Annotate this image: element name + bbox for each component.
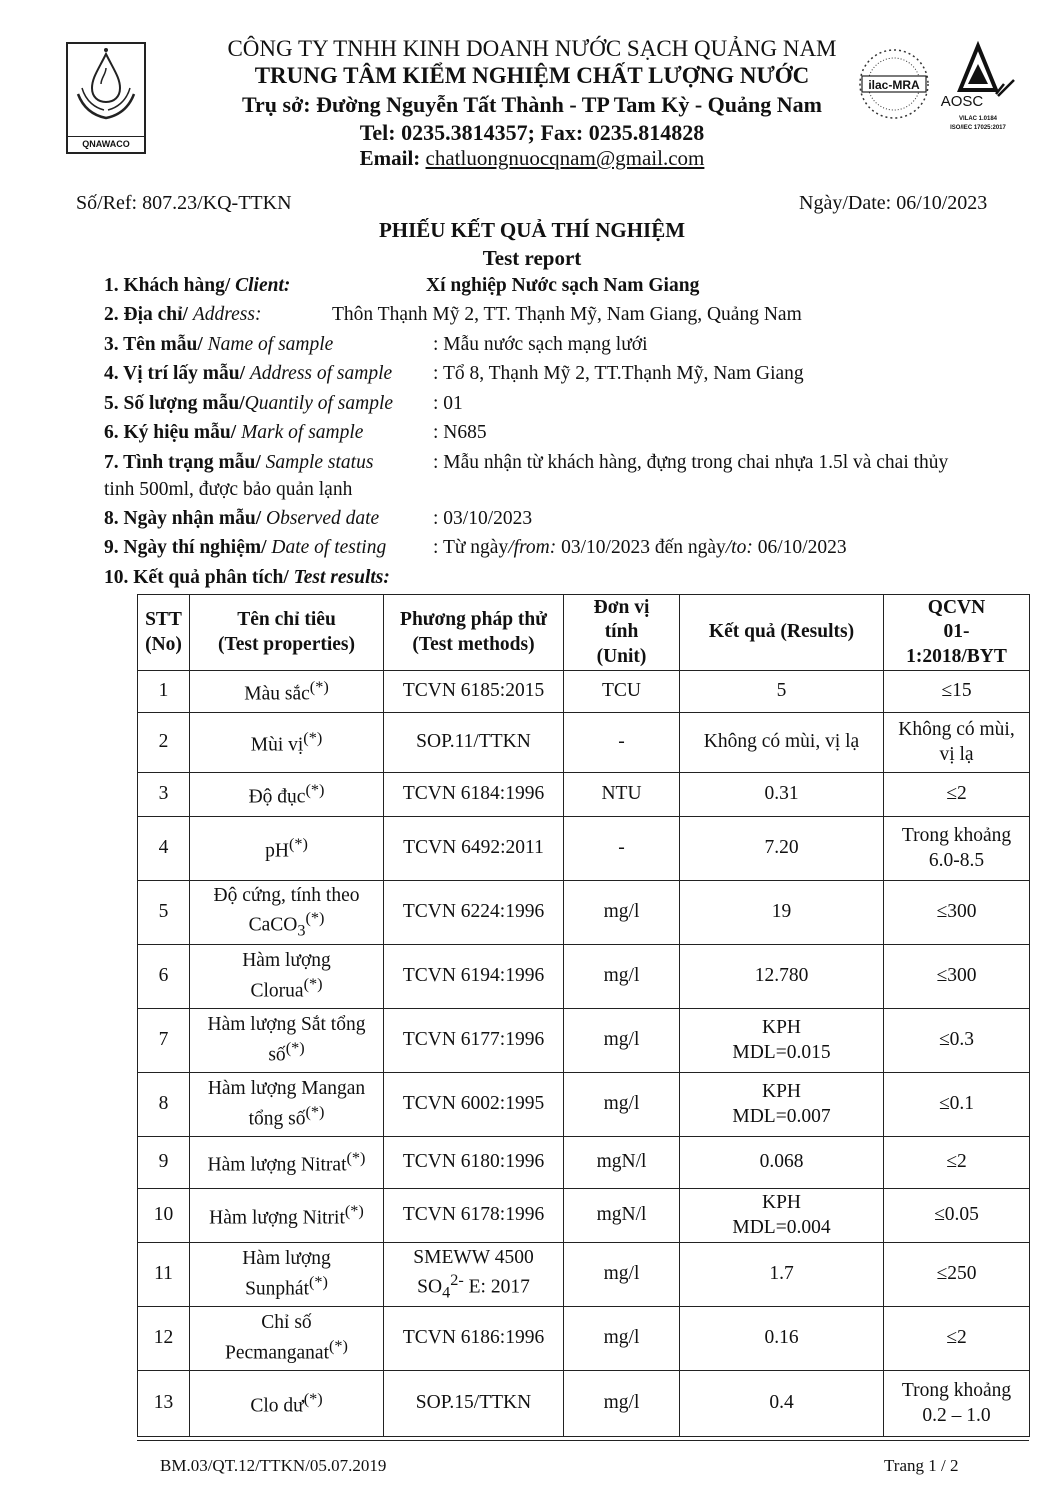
table-header-row xyxy=(138,595,1030,671)
sample-name-value: : Mẫu nước sạch mạng lưới xyxy=(433,334,648,355)
table-row: 2 Mùi vị(*) SOP.11/TTKN - Không có mùi, vị lạ Không có mùi, vị lạ xyxy=(138,713,1030,773)
table-row: 3 Độ đục(*) TCVN 6184:1996 NTU 0.31 ≤2 xyxy=(138,773,1030,817)
center-name: TRUNG TÂM KIỂM NGHIỆM CHẤT LƯỢNG NƯỚC xyxy=(254,63,810,88)
address-value: Thôn Thạnh Mỹ 2, TT. Thạnh Mỹ, Nam Giang, Quảng Nam xyxy=(332,304,802,325)
table-row: 8 Hàm lượng Mangan tổng số(*) TCVN 6002:1995 mg/l KPH MDL=0.007 ≤0.1 xyxy=(138,1073,1030,1137)
sample-location-label: 4. Vị trí lấy mẫu/ Address of sample xyxy=(104,363,393,384)
page-number: Trang 1 / 2 xyxy=(884,1456,959,1475)
client-value: Xí nghiệp Nước sạch Nam Giang xyxy=(426,275,700,296)
table-row: 6 Hàm lượng Clorua(*) TCVN 6194:1996 mg/l 12.780 ≤300 xyxy=(138,945,1030,1009)
header-standard: QCVN 01- 1:2018/BYT xyxy=(884,595,1030,671)
table-row: 9 Hàm lượng Nitrat(*) TCVN 6180:1996 mgN/l 0.068 ≤2 xyxy=(138,1137,1030,1189)
report-title: PHIẾU KẾT QUẢ THÍ NGHIỆM xyxy=(378,218,686,242)
observed-date-value: : 03/10/2023 xyxy=(433,508,533,529)
header-no: STT (No) xyxy=(138,595,190,671)
center-address: Trụ sở: Đường Nguyễn Tất Thành - TP Tam Kỳ - Quảng Nam xyxy=(242,92,822,117)
table-row: 7 Hàm lượng Sắt tổng số(*) TCVN 6177:1996 mg/l KPH MDL=0.015 ≤0.3 xyxy=(138,1009,1030,1073)
center-phone: Tel: 0235.3814357; Fax: 0235.814828 xyxy=(359,120,705,145)
sample-status-value: : Mẫu nhận từ khách hàng, đựng trong chai nhựa 1.5l và chai thủy xyxy=(433,452,949,473)
email-label: Email: xyxy=(359,146,426,170)
test-results-label: 10. Kết quả phân tích/ Test results: xyxy=(104,567,390,588)
table-row: 11 Hàm lượng Sunphát(*) SMEWW 4500 $SO_4^{2-}$ E: 2017 mg/l 1.7 ≤250 xyxy=(138,1243,1030,1307)
aosc-code: VILAC 1.0184 xyxy=(958,116,998,122)
table-row: 4 pH(*) TCVN 6492:2011 - 7.20 Trong khoảng 6.0-8.5 xyxy=(138,817,1030,881)
client-label: 1. Khách hàng/ Client: xyxy=(104,275,291,296)
header-unit: Đơn vị tính (Unit) xyxy=(564,595,680,671)
table-row: 5 Độ cứng, tính theo CaCO$_3$(*) TCVN 6224:1996 mg/l 19 ≤300 xyxy=(138,881,1030,945)
results-table xyxy=(137,594,1030,1437)
sample-quantity-label: 5. Số lượng mẫu/Quantily of sample xyxy=(104,393,394,414)
footer-divider xyxy=(137,1440,1029,1441)
report-subtitle: Test report xyxy=(482,246,582,270)
aosc-text: AOSC xyxy=(940,93,984,110)
table-row: 10 Hàm lượng Nitrit(*) TCVN 6178:1996 mgN/l KPH MDL=0.004 ≤0.05 xyxy=(138,1189,1030,1243)
testing-date-value: : Từ ngày/from: 03/10/2023 đến ngày/to: 06/10/2023 xyxy=(433,537,847,558)
sample-location-value: : Tổ 8, Thạnh Mỹ 2, TT.Thạnh Mỹ, Nam Giang xyxy=(433,363,804,384)
sample-mark-label: 6. Ký hiệu mẫu/ Mark of sample xyxy=(104,422,364,443)
address-label: 2. Địa chỉ/ Address: xyxy=(104,304,262,325)
logo-caption: QNAWACO xyxy=(68,136,144,149)
aosc-iso: ISO/IEC 17025:2017 xyxy=(950,125,1006,131)
testing-date-label: 9. Ngày thí nghiệm/ Date of testing xyxy=(104,537,387,558)
sample-name-label: 3. Tên mẫu/ Name of sample xyxy=(104,334,334,355)
sample-status-label: 7. Tình trạng mẫu/ Sample status xyxy=(104,452,374,473)
header-methods: Phương pháp thử (Test methods) xyxy=(384,595,564,671)
form-code: BM.03/QT.12/TTKN/05.07.2019 xyxy=(160,1456,387,1475)
center-email-line xyxy=(0,146,1064,171)
table-row: 12 Chỉ số Pecmanganat(*) TCVN 6186:1996 mg/l 0.16 ≤2 xyxy=(138,1307,1030,1371)
sample-quantity-value: : 01 xyxy=(433,393,463,414)
sample-status-value-cont: tinh 500ml, được bảo quản lạnh xyxy=(104,479,353,500)
table-row: 1 Màu sắc(*) TCVN 6185:2015 TCU 5 ≤15 xyxy=(138,671,1030,713)
table-row: 13 Clo dư(*) SOP.15/TTKN mg/l 0.4 Trong khoảng 0.2 – 1.0 xyxy=(138,1371,1030,1437)
header-properties: Tên chỉ tiêu (Test properties) xyxy=(190,595,384,671)
company-name: CÔNG TY TNHH KINH DOANH NƯỚC SẠCH QUẢNG NAM xyxy=(227,36,837,61)
header-results: Kết quả (Results) xyxy=(680,595,884,671)
sample-mark-value: : N685 xyxy=(433,422,487,443)
ilac-text: ilac-MRA xyxy=(868,78,920,92)
reference-number: Số/Ref: 807.23/KQ-TTKN xyxy=(76,192,292,214)
observed-date-label: 8. Ngày nhận mẫu/ Observed date xyxy=(104,508,380,529)
email-link[interactable]: chatluongnuocqnam@gmail.com xyxy=(425,146,705,170)
report-date: Ngày/Date: 06/10/2023 xyxy=(799,192,988,214)
